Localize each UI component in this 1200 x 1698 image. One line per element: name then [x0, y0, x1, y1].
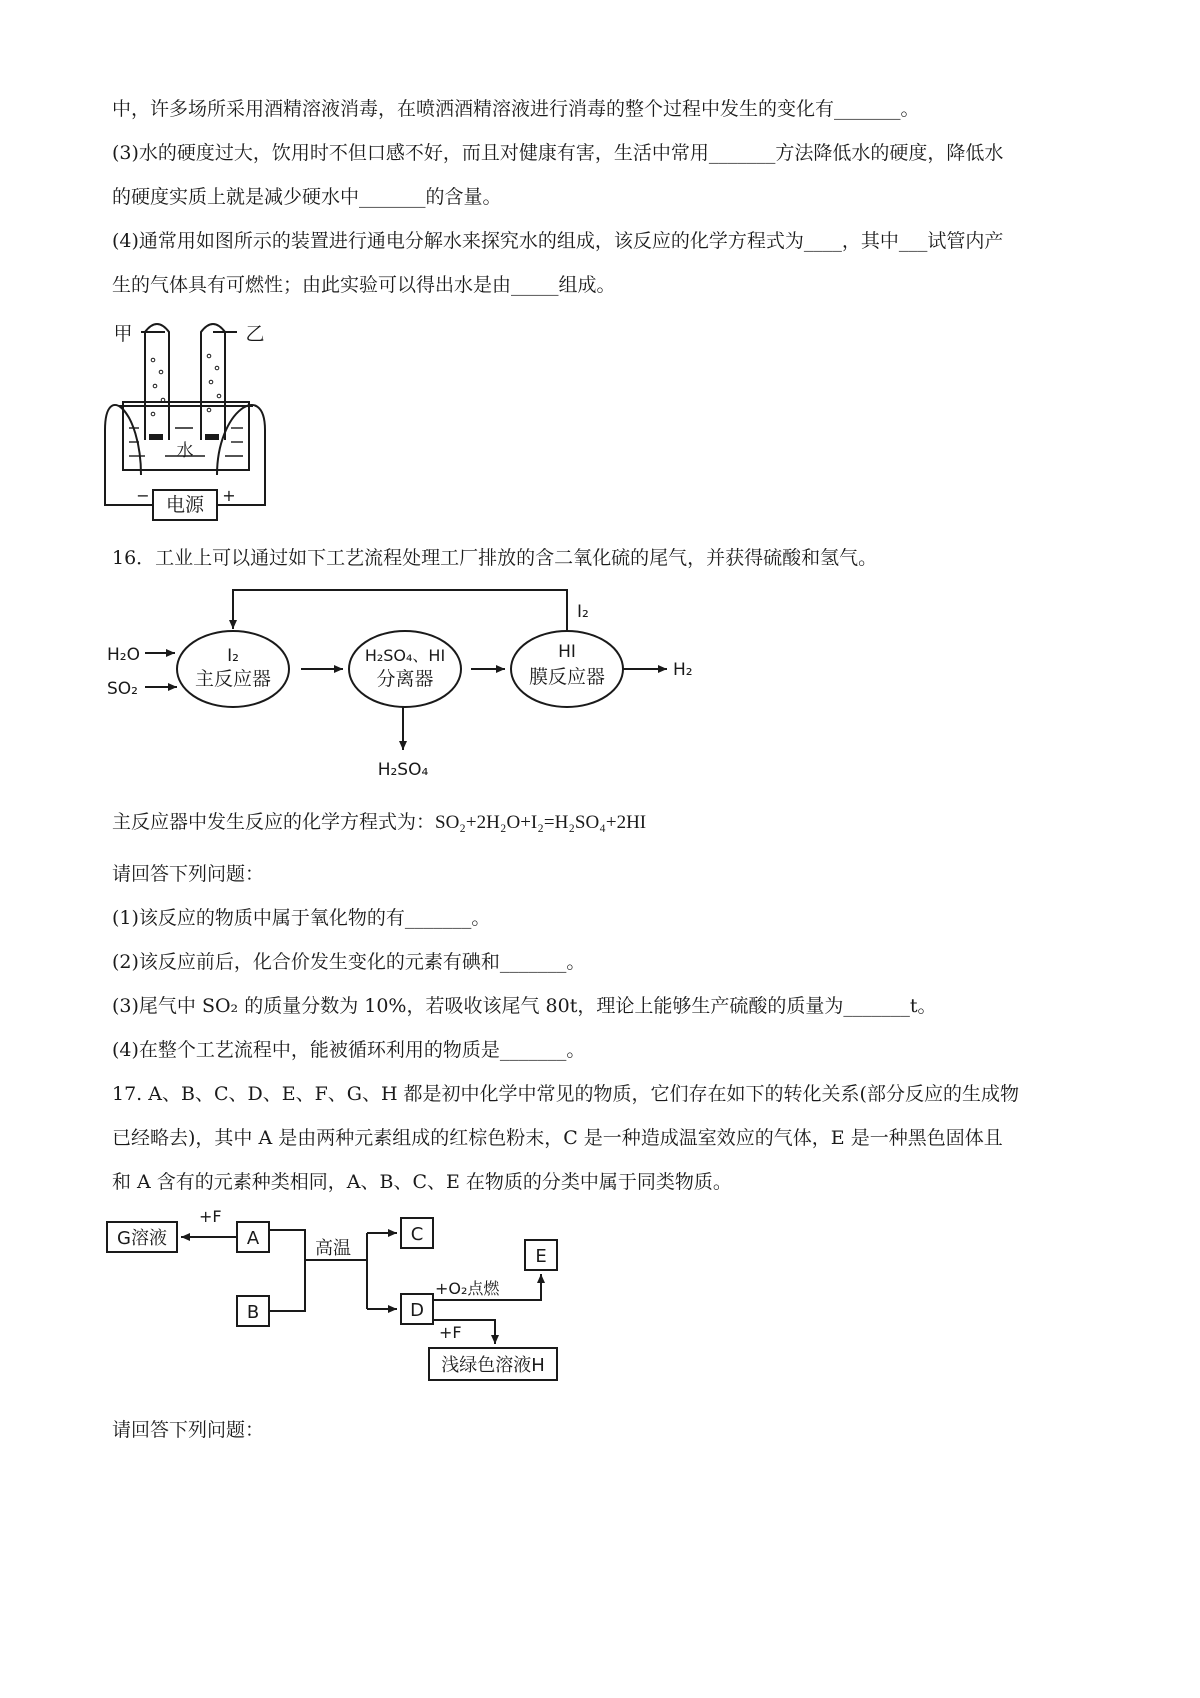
- label-c: C: [410, 1224, 424, 1245]
- electrode-left: [149, 434, 163, 440]
- tube-right-label: 乙: [245, 323, 265, 345]
- power-label: 电源: [165, 494, 205, 516]
- tube-left-label: 甲: [113, 323, 133, 345]
- label-o2-ignite: +O₂点燃: [435, 1279, 500, 1298]
- membrane-hi: HI: [558, 642, 576, 662]
- membrane-name: 膜反应器: [528, 666, 606, 688]
- separator-name: 分离器: [376, 668, 434, 690]
- q15-line-4: (4)通常用如图所示的装置进行通电分解水来探究水的组成，该反应的化学方程式为____，其中___试管内产: [112, 230, 1004, 252]
- q15-line-2: (3)水的硬度过大，饮用时不但口感不好，而且对健康有害，生活中常用_______方法降低水的硬度，降低水: [112, 142, 1004, 164]
- input-so2: SO₂: [107, 679, 138, 699]
- label-g: G溶液: [117, 1228, 167, 1249]
- label-h: 浅绿色溶液H: [441, 1355, 545, 1376]
- q16-sub1: (1)该反应的物质中属于氧化物的有_______。: [112, 907, 491, 929]
- electrolysis-diagram: [105, 310, 305, 525]
- output-h2so4: H₂SO₄: [377, 760, 429, 780]
- equation-label: 主反应器中发生反应的化学方程式为：: [112, 811, 436, 833]
- q17-line-2: 已经略去)，其中 A 是由两种元素组成的红棕色粉末，C 是一种造成温室效应的气体，E 是一种黑色固体且: [112, 1127, 1003, 1149]
- label-plus-f-top: +F: [199, 1207, 222, 1226]
- q15-line-1: 中，许多场所采用酒精溶液消毒，在喷洒酒精溶液进行消毒的整个过程中发生的变化有_______。: [112, 98, 920, 120]
- q15-line-5: 生的气体具有可燃性；由此实验可以得出水是由_____组成。: [112, 274, 616, 296]
- output-h2: H₂: [673, 660, 693, 680]
- label-a: A: [246, 1228, 260, 1249]
- q16-sub3: (3)尾气中 SO₂ 的质量分数为 10%，若吸收该尾气 80t，理论上能够生产硫酸的质量为_______t。: [112, 995, 937, 1017]
- bracket-ab: [269, 1230, 305, 1311]
- q17-line-3: 和 A 含有的元素种类相同，A、B、C、E 在物质的分类中属于同类物质。: [112, 1171, 732, 1193]
- q16-equation-line: [112, 810, 646, 835]
- q16-prompt: 请回答下列问题：: [112, 863, 265, 885]
- reactor-name: 主反应器: [194, 668, 272, 690]
- minus-label: −: [136, 486, 150, 505]
- arrow-i2-recycle: [233, 590, 567, 631]
- process-flow-diagram: [105, 585, 745, 795]
- label-high-temp: 高温: [315, 1238, 351, 1259]
- q17-prompt: 请回答下列问题：: [112, 1419, 265, 1441]
- q15-line-3: 的硬度实质上就是减少硬水中_______的含量。: [112, 186, 502, 208]
- plus-label: +: [222, 486, 236, 505]
- electrode-right: [205, 434, 219, 440]
- q16-intro: 16．工业上可以通过如下工艺流程处理工厂排放的含二氧化硫的尾气，并获得硫酸和氢气。: [112, 547, 878, 569]
- q16-sub4: (4)在整个工艺流程中，能被循环利用的物质是_______。: [112, 1039, 586, 1061]
- q17-line-1: 17. A、B、C、D、E、F、G、H 都是初中化学中常见的物质，它们存在如下的转化关系(部分反应的生成物: [112, 1083, 1019, 1105]
- tube-left: [145, 324, 169, 440]
- label-d: D: [410, 1300, 424, 1321]
- conversion-diagram: [105, 1207, 575, 1390]
- label-b: B: [246, 1302, 260, 1323]
- recycle-i2: I₂: [577, 602, 589, 622]
- equation: SO₂+2H₂O+I₂=H₂SO₄+2HI: [435, 812, 647, 833]
- water-label: 水: [176, 441, 194, 461]
- label-plus-f-bottom: +F: [439, 1323, 462, 1342]
- input-h2o: H₂O: [107, 645, 140, 665]
- q16-sub2: (2)该反应前后，化合价发生变化的元素有碘和_______。: [112, 951, 586, 973]
- reactor-i2: I₂: [227, 646, 239, 666]
- separator-top: H₂SO₄、HI: [364, 646, 446, 665]
- label-e: E: [535, 1246, 547, 1267]
